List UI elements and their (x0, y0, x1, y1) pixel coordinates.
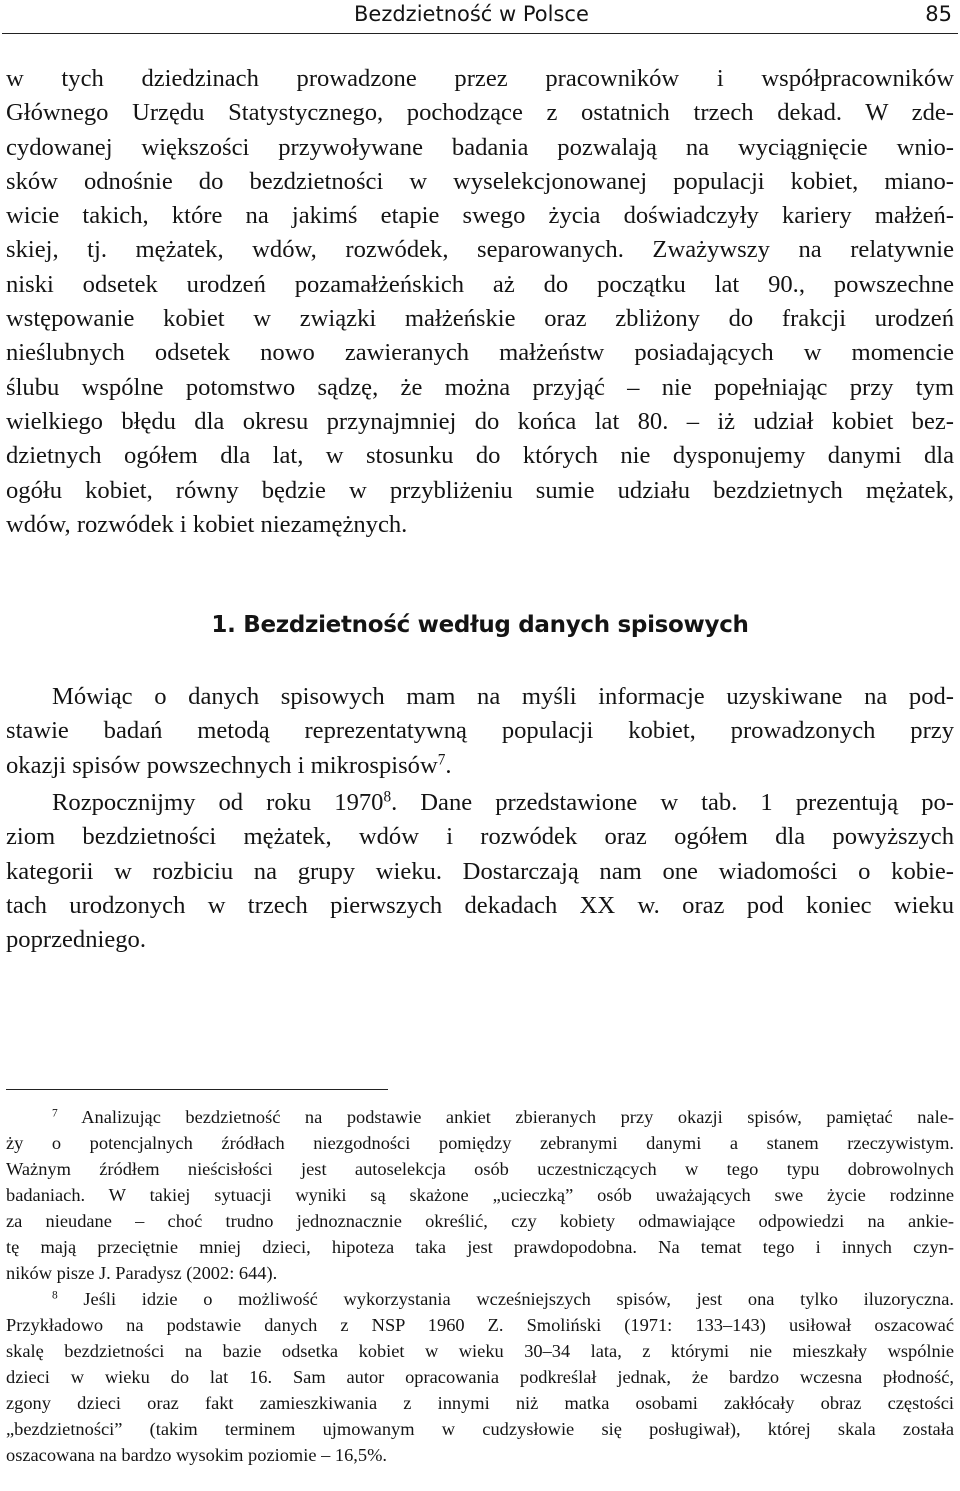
text-line: wdów, rozwódek i kobiet niezamężnych. (6, 510, 408, 538)
text-line (6, 786, 954, 820)
text-line: dzieci w wieku do lat 16. Sam autor opracowania podkreślał jednak, że bardzo wczesna płodność, (6, 1367, 954, 1387)
text-line: poprzedniego. (6, 926, 146, 954)
paragraph-2 (6, 680, 954, 783)
text-line: oszacowana na bardzo wysokim poziomie – 16,5%. (6, 1445, 387, 1465)
text-line: dzietnych ogółem dla lat, w stosunku do których nie dysponujemy danymi dla (6, 442, 954, 470)
text-line: Głównego Urzędu Statystycznego, pochodzące z ostatnich trzech dekad. W zde- (6, 99, 954, 127)
text-line: wstępowanie kobiet w związki małżeńskie oraz zbliżony do frakcji urodzeń (6, 305, 954, 333)
page-header (0, 0, 960, 36)
text-line: Ważnym źródłem nieścisłości jest autoselekcja osób uczestniczących w tego typu dobrowolnych (6, 1159, 954, 1179)
text-line: niski odsetek urodzeń pozamałżeńskich aż do początku lat 90., powszechne (6, 270, 954, 298)
text-line: w tych dziedzinach prowadzone przez pracowników i współpracowników (6, 65, 954, 92)
text-line: tach urodzonych w trzech pierwszych dekadach XX w. oraz pod koniec wieku (6, 891, 954, 919)
text-line: badaniach. W takiej sytuacji wyniki są skażone „ucieczką” osób uważających swe życie rodzinne (6, 1185, 954, 1205)
text-line: kategorii w rozbiciu na grupy wieku. Dostarczają nam one wiadomości o kobie- (6, 857, 954, 885)
text-line: ników pisze J. Paradysz (2002: 644). (6, 1263, 278, 1283)
text-line: zgony dzieci oraz fakt zamieszkiwania z innymi niż matka osobami zakłócały obraz częstości (6, 1393, 954, 1413)
text-segment: Jeśli idzie o możliwość wykorzystania wcześniejszych spisów, jest ona tylko iluzoryczna. (57, 1289, 954, 1309)
text-segment: . (445, 751, 452, 779)
text-line: sków odnośnie do bezdzietności w wyselekcjonowanej populacji kobiet, miano- (6, 167, 954, 195)
footnote-marker: 8 (52, 1289, 58, 1302)
text-line: ogółu kobiet, równy będzie w przybliżeniu sumie udziału bezdzietnych mężatek, (6, 476, 954, 504)
text-segment: Analizując bezdzietność na podstawie ankiet zbieranych przy okazji spisów, pamiętać nale- (57, 1107, 954, 1127)
text-line: cydowanej większości przywoływane badania pozwalają na wyciągnięcie wnio- (6, 133, 954, 161)
paragraph-3 (6, 786, 954, 957)
text-line: ży o potencjalnych źródłach niezgodności pomiędzy zebranymi danymi a stanem rzeczywistym. (6, 1133, 954, 1153)
footnote-marker: 7 (52, 1107, 58, 1120)
text-line: ziom bezdzietności mężatek, wdów i rozwódek oraz ogółem dla powyższych (6, 823, 954, 851)
text-line: „bezdzietności” (takim terminem ujmowanym w cudzysłowie się posługiwał), której skala została (6, 1419, 954, 1439)
text-line: Mówiąc o danych spisowych mam na myśli informacje uzyskiwane na pod- (52, 683, 954, 710)
text-line (6, 1286, 954, 1312)
text-line (6, 749, 954, 783)
text-line: stawie badań metodą reprezentatywną populacji kobiet, prowadzonych przy (6, 717, 954, 745)
text-line: za nieudane – choć trudno jednoznacznie określić, czy kobiety odmawiające odpowiedzi na ankie- (6, 1211, 954, 1231)
text-line: tę mają przeciętnie mniej dzieci, hipoteza taka jest prawdopodobna. Na temat tego i innych czyn- (6, 1237, 954, 1257)
text-line: Przykładowo na podstawie danych z NSP 1960 Z. Smoliński (1971: 133–143) usiłował oszacować (6, 1315, 954, 1335)
text-line (6, 1104, 954, 1130)
text-line: skiej, tj. mężatek, wdów, rozwódek, separowanych. Zważywszy na relatywnie (6, 236, 954, 264)
text-line: wicie takich, które na jakimś etapie swego życia doświadczyły kariery małżeń- (6, 202, 954, 230)
text-line: nieślubnych odsetek nowo zawieranych małżeństw posiadających w momencie (6, 339, 954, 367)
section-heading: 1. Bezdzietność według danych spisowych (211, 612, 749, 638)
text-segment: . Dane przedstawione w tab. 1 prezentują po- (391, 789, 954, 816)
footnote-7 (6, 1104, 954, 1286)
header-rule (2, 33, 958, 34)
page-number: 85 (925, 2, 952, 26)
running-title: Bezdzietność w Polsce (354, 2, 589, 26)
text-segment: Rozpocznijmy od roku 1970 (52, 789, 384, 816)
footnote-ref-8[interactable]: 8 (383, 788, 392, 806)
text-segment: okazji spisów powszechnych i mikrospisów (6, 751, 438, 779)
footnote-ref-7[interactable]: 7 (437, 751, 446, 769)
text-line: ślubu wspólne potomstwo sądzę, że można przyjąć – nie popełniając przy tym (6, 373, 954, 401)
text-line: skalę bezdzietności na bazie odsetka kobiet w wieku 30–34 lata, z którymi nie mieszkały wspólnie (6, 1341, 954, 1361)
footnotes (6, 1104, 954, 1468)
footnote-separator (6, 1089, 388, 1090)
paragraph-1 (6, 62, 954, 542)
text-line: wielkiego błędu dla okresu przynajmniej do końca lat 80. – iż udział kobiet bez- (6, 407, 954, 435)
footnote-8 (6, 1286, 954, 1468)
